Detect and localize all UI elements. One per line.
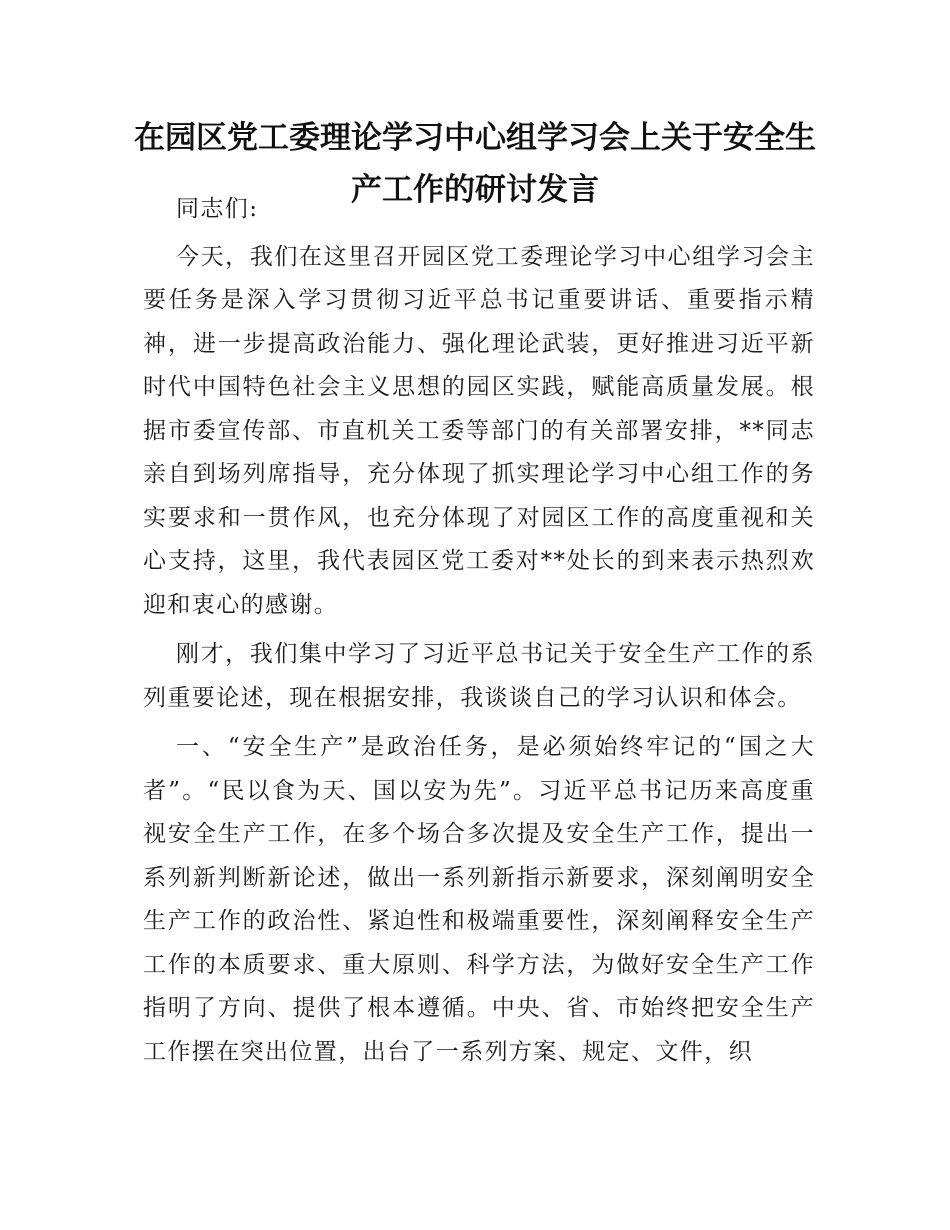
document-title: 在园区党工委理论学习中心组学习会上关于安全生产工作的研讨发言 xyxy=(134,120,816,208)
document-body xyxy=(143,188,815,1080)
paragraph-section-one: 一、“安全生产”是政治任务，是必须始终牢记的“国之大者”。“民以食为天、国以安为先”。习近平总书记历来高度重视安全生产工作，在多个场合多次提及安全生产工作，提出一系列新判断新论述，做出一系列新指示新要求，深刻阐明安全生产工作的政治性、紧迫性和极端重要性，深刻阐释安全生产工作的本质要求、重大原则、科学方法，为做好安全生产工作指明了方向、提供了根本遵循。中央、省、市始终把安全生产工作摆在突出位置，出台了一系列方案、规定、文件，织 xyxy=(143,734,815,1065)
greeting: 同志们: xyxy=(176,196,259,222)
paragraph-transition: 刚才，我们集中学习了习近平总书记关于安全生产工作的系列重要论述，现在根据安排，我谈谈自己的学习认识和体会。 xyxy=(143,641,815,711)
paragraph-opening: 今天，我们在这里召开园区党工委理论学习中心组学习会主要任务是深入学习贯彻习近平总书记重要讲话、重要指示精神，进一步提高政治能力、强化理论武装，更好推进习近平新时代中国特色社会主义思想的园区实践，赋能高质量发展。根据市委宣传部、市直机关工委等部门的有关部署安排，**同志亲自到场列席指导，充分体现了抓实理论学习中心组工作的务实要求和一贯作风，也充分体现了对园区工作的高度重视和关心支持，这里，我代表园区党工委对**处长的到来表示热烈欢迎和衷心的感谢。 xyxy=(143,243,815,618)
